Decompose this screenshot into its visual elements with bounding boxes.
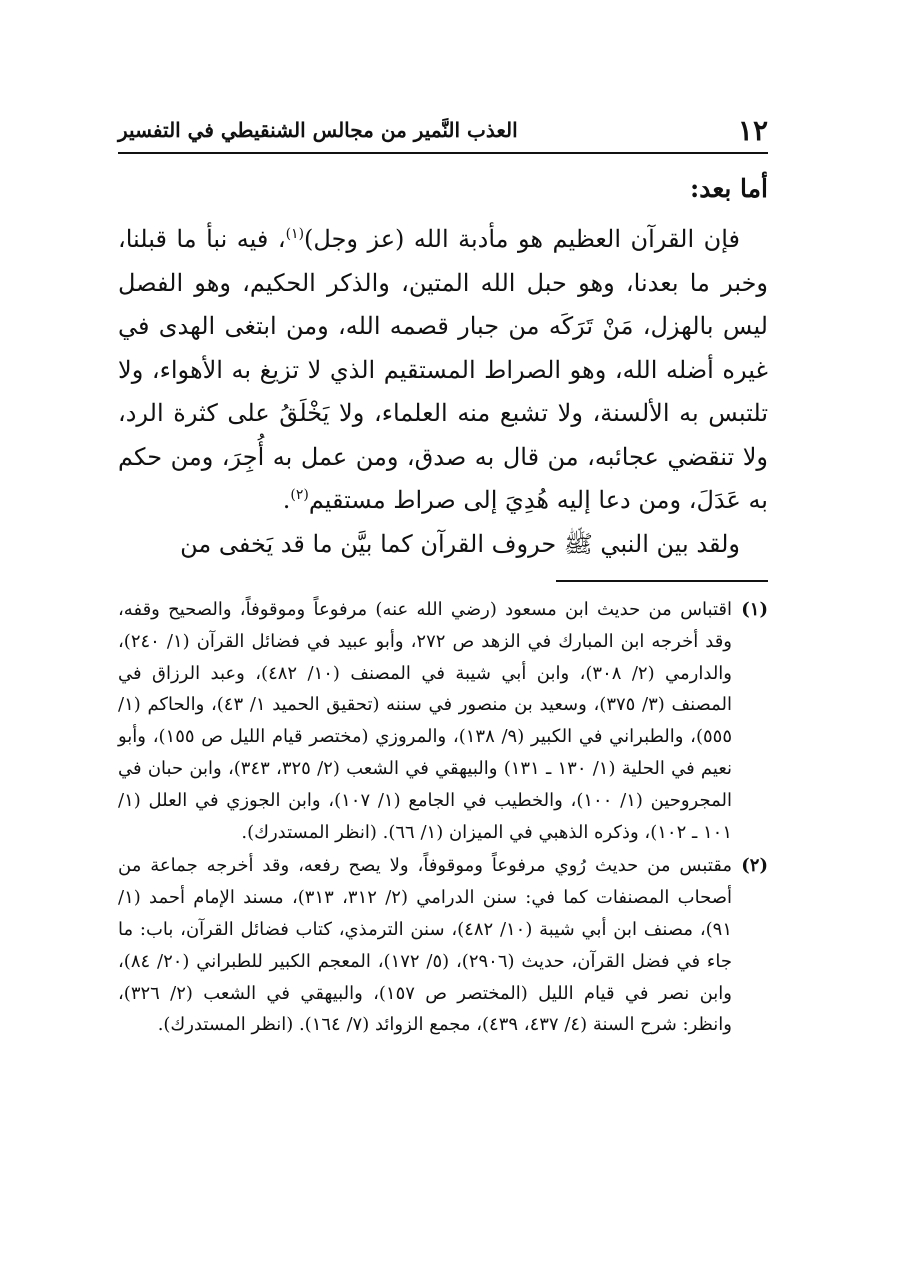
book-page xyxy=(118,100,768,1180)
footnote-text: اقتباس من حديث ابن مسعود (رضي الله عنه) مرفوعاً وموقوفاً، والصحيح وقفه، وقد أخرجه ابن المبارك في الزهد ص ٢٧٢، وأبو عبيد في فضائل القرآن (١/ ٢٤٠)، والدارمي (٢/ ٣٠٨)، وابن أبي شيبة في المصنف (١٠/ ٤٨٢)، وعبد الرزاق في المصنف (٣/ ٣٧٥)، وسعيد بن منصور في سننه (تحقيق الحميد ١/ ٤٣)، والحاكم (١/ ٥٥٥)، والطبراني في الكبير (٩/ ١٣٨)، والمروزي (مختصر قيام الليل ص ١٥٥)، وأبو نعيم في الحلية (١/ ١٣٠ ـ ١٣١) والبيهقي في الشعب (٢/ ٣٢٥، ٣٤٣)، وابن حبان في المجروحين (١/ ١٠٠)، والخطيب في الجامع (١/ ١٠٧)، وابن الجوزي في العلل (١/ ١٠١ ـ ١٠٢)، وذكره الذهبي في الميزان (١/ ٦٦). (انظر المستدرك). xyxy=(118,599,733,843)
footnote xyxy=(118,594,768,848)
paragraph: ولقد بين النبي ﷺ حروف القرآن كما بيَّن ما قد يَخفى من xyxy=(180,529,740,558)
paragraph xyxy=(118,218,768,523)
section-heading: أما بعد: xyxy=(689,174,768,203)
footnote-ref-2[interactable]: (٢) xyxy=(290,487,309,503)
main-text xyxy=(118,218,768,566)
footnote-text: مقتبس من حديث رُوي مرفوعاً وموقوفاً، ولا يصح رفعه، وقد أخرجه جماعة من أصحاب المصنفات كما في: سنن الدرامي (٢/ ٣١٢، ٣١٣)، مسند الإمام أحمد (١/ ٩١)، مصنف ابن أبي شيبة (١٠/ ٤٨٢)، سنن الترمذي، كتاب فضائل القرآن، باب: ما جاء في فضل القرآن، حديث (٢٩٠٦)، (٥/ ١٧٢)، المعجم الكبير للطبراني (٢٠/ ٨٤)، وابن نصر في قيام الليل (المختصر ص ١٥٧)، والبيهقي في الشعب (٢/ ٣٢٦)، وانظر: شرح السنة (٤/ ٤٣٧، ٤٣٩)، مجمع الزوائد (٧/ ١٦٤). (انظر المستدرك). xyxy=(118,855,733,1036)
running-title: العذب النَّمير من مجالس الشنقيطي في التفسير xyxy=(118,118,518,142)
page-header xyxy=(118,108,768,154)
footnote-ref-1[interactable]: (١) xyxy=(285,226,305,242)
paragraph-text: فإن القرآن العظيم هو مأدبة الله (عز وجل) xyxy=(304,225,740,253)
footnote-number: (١) xyxy=(741,599,768,620)
page-number: ١٢ xyxy=(737,114,768,147)
footnote xyxy=(118,850,768,1041)
footnote-number: (٢) xyxy=(741,855,768,877)
paragraph-end: . xyxy=(282,486,291,514)
footnotes xyxy=(118,594,768,1041)
paragraph-text-continued: ، فيه نبأ ما قبلنا، وخبر ما بعدنا، وهو حبل الله المتين، والذكر الحكيم، وهو الفصل ليس بالهزل، مَنْ تَرَكَه من جبار قصمه الله، ومن ابتغى الهدى في غيره أضله الله، وهو الصراط المستقيم الذي لا تزيغ به الأهواء، ولا تلتبس به الألسنة، ولا تشبع منه العلماء، ولا يَخْلَقُ على كثرة الرد، ولا تنقضي عجائبه، من قال به صدق، ومن عمل به أُجِرَ، ومن حكم به عَدَلَ، ومن دعا إليه هُدِيَ إلى صراط مستقيم xyxy=(118,225,768,514)
footnote-divider xyxy=(556,580,768,582)
